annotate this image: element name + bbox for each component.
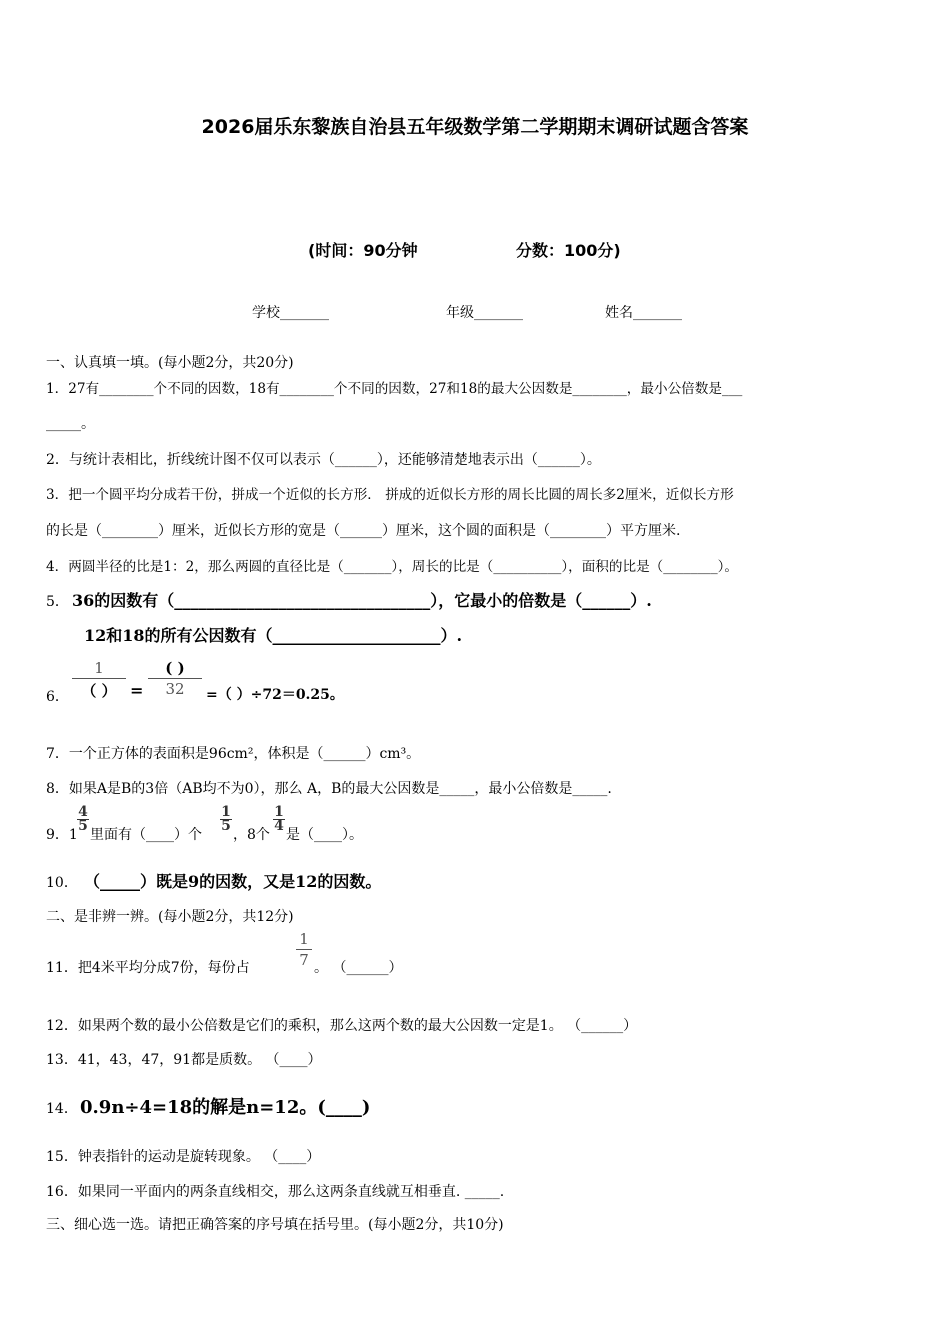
question-9-text-2: ，8个 <box>233 827 270 843</box>
question-5: 36的因数有（________________________________），它最小的倍数是（______）. <box>72 591 652 610</box>
section-1-heading: 一、认真填一填。(每小题2分，共20分) <box>46 355 294 371</box>
question-6-number: 6． <box>46 689 69 705</box>
name-field: 姓名_______ <box>605 305 682 321</box>
question-9-text-3: 是（____）。 <box>286 827 363 843</box>
fraction-denominator: 7 <box>299 951 309 969</box>
question-16: 16．如果同一平面内的两条直线相交，那么这两条直线就互相垂直. _____. <box>46 1184 505 1200</box>
grade-field: 年级_______ <box>446 305 523 321</box>
question-11-cont: 。 （______） <box>314 960 403 976</box>
fraction-denominator: 32 <box>165 680 185 698</box>
question-11-fraction <box>296 930 312 969</box>
question-10-number: 10． <box>46 875 78 891</box>
fraction-denominator: 5 <box>78 818 88 834</box>
question-9-fraction-3 <box>273 806 285 833</box>
fraction-numerator: 1 <box>94 659 104 677</box>
question-3: 3．把一个圆平均分成若干份，拼成一个近似的长方形． 拼成的近似长方形的周长比圆的周长多2厘米，近似长方形 <box>46 487 734 503</box>
question-9-fraction-2 <box>220 806 232 833</box>
page-title: 2026届乐东黎族自治县五年级数学第二学期期末调研试题含答案 <box>201 116 749 138</box>
question-15: 15．钟表指针的运动是旋转现象。 （____） <box>46 1149 321 1165</box>
question-3-cont: 的长是（________）厘米，近似长方形的宽是（______）厘米，这个圆的面积是（________）平方厘米. <box>46 523 681 539</box>
school-field: 学校_______ <box>252 305 329 321</box>
question-1-cont: _____。 <box>46 416 95 432</box>
fraction-numerator: 1 <box>299 930 309 948</box>
question-5-cont: 12和18的所有公因数有（_____________________）. <box>84 626 463 645</box>
question-13: 13．41，43，47，91都是质数。 （____） <box>46 1052 322 1068</box>
question-9-text-1: 里面有（____）个 <box>90 827 202 843</box>
fraction-numerator: 4 <box>78 804 88 820</box>
fraction-numerator: 1 <box>274 804 284 820</box>
question-6-equals: = <box>130 681 144 700</box>
question-14-number: 14． <box>46 1101 78 1117</box>
question-12: 12．如果两个数的最小公倍数是它们的乘积，那么这两个数的最大公因数一定是1。 （______） <box>46 1018 638 1034</box>
question-8: 8．如果A是B的3倍（AB均不为0），那么 A，B的最大公因数是_____，最小公倍数是_____. <box>46 781 612 797</box>
question-6: =（ ）÷72＝0.25。 <box>206 687 344 703</box>
section-2-heading: 二、是非辨一辨。(每小题2分，共12分) <box>46 909 294 925</box>
fraction-numerator: ( ) <box>165 659 185 677</box>
question-9-fraction-1 <box>77 806 89 833</box>
question-14: 0.9n÷4=18的解是n=12。(____) <box>80 1097 371 1118</box>
question-1: 1．27有________个不同的因数，18有________个不同的因数，27和18的最大公因数是________，最小公倍数是___ <box>46 381 743 397</box>
question-11: 11．把4米平均分成7份，每份占 <box>46 960 250 976</box>
fraction-numerator: 1 <box>221 804 231 820</box>
section-3-heading: 三、细心选一选。请把正确答案的序号填在括号里。(每小题2分，共10分) <box>46 1217 504 1233</box>
question-5-number: 5． <box>46 594 69 610</box>
fraction-denominator: （ ） <box>81 682 117 700</box>
fraction-denominator: 4 <box>274 818 284 834</box>
exam-score: 分数：100分) <box>516 241 621 260</box>
question-7: 7．一个正方体的表面积是96cm²，体积是（______）cm³。 <box>46 746 421 762</box>
question-6-fraction-1 <box>72 659 126 701</box>
question-6-fraction-2 <box>148 659 202 698</box>
question-2: 2．与统计表相比，折线统计图不仅可以表示（______），还能够清楚地表示出（______）。 <box>46 452 601 468</box>
question-4: 4．两圆半径的比是1：2，那么两圆的直径比是（_______），周长的比是（__________），面积的比是（________）。 <box>46 559 739 575</box>
question-9-number: 9．1 <box>46 827 78 843</box>
exam-time: (时间：90分钟 <box>308 241 418 260</box>
question-10: （_____）既是9的因数，又是12的因数。 <box>84 872 382 891</box>
fraction-denominator: 5 <box>221 818 231 834</box>
